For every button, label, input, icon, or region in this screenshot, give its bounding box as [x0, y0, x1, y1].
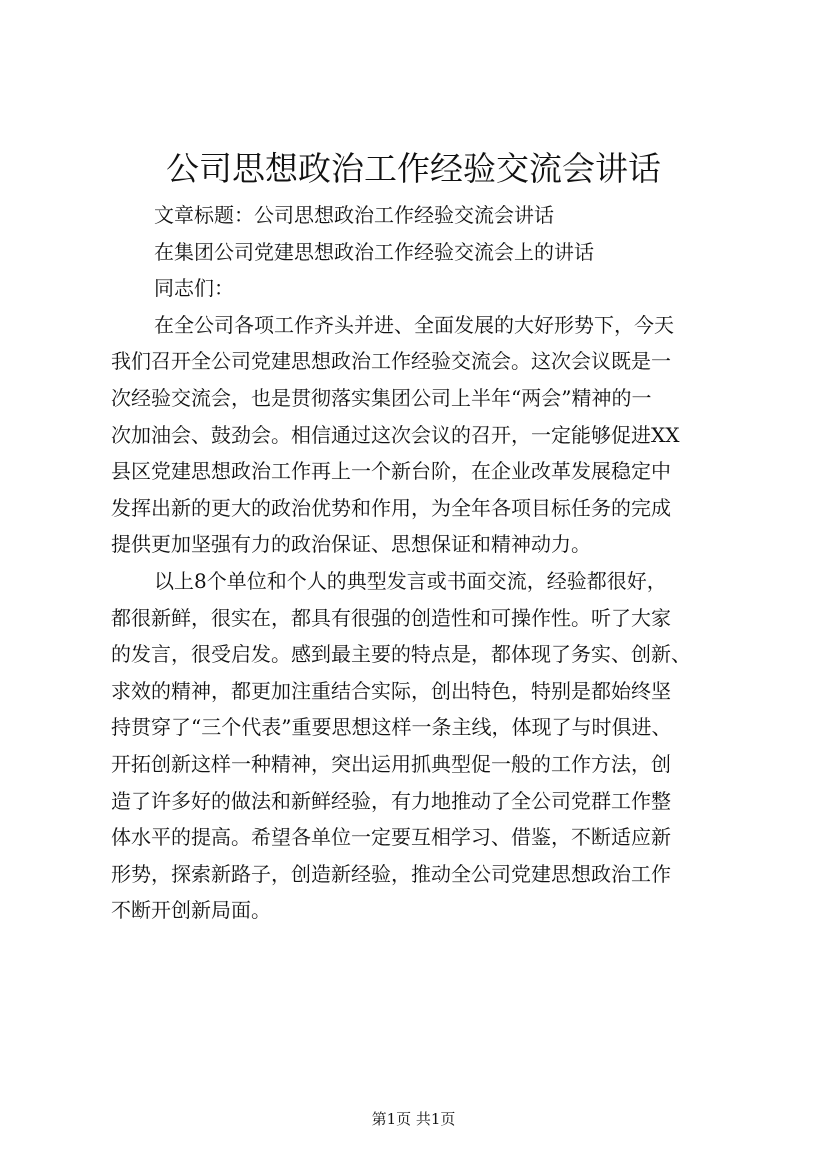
paragraph-1-line: 次经验交流会，也是贯彻落实集团公司上半年“两会”精神的一 [111, 385, 652, 410]
page-number-footer: 第1页 共1页 [371, 1110, 456, 1128]
document-body [111, 197, 726, 929]
paragraph-2-line: 造了许多好的做法和新鲜经验，有力地推动了全公司党群工作整 [111, 788, 671, 813]
paragraph-2-line: 的发言，很受启发。感到最主要的特点是，都体现了务实、创新、 [111, 642, 691, 667]
paragraph-2-line: 以上8个单位和个人的典型发言或书面交流，经验都很好， [154, 568, 667, 593]
paragraph-2-line: 不断开创新局面。 [111, 898, 271, 923]
paragraph-2-line: 开拓创新这样一种精神，突出运用抓典型促一般的工作方法，创 [111, 751, 671, 776]
paragraph-2-line: 体水平的提高。希望各单位一定要互相学习、借鉴，不断适应新 [111, 825, 671, 850]
paragraph-1-line: 县区党建思想政治工作再上一个新台阶，在企业改革发展稳定中 [111, 459, 671, 484]
document-title: 公司思想政治工作经验交流会讲话 [166, 149, 661, 188]
paragraph-1-line: 次加油会、鼓劲会。相信通过这次会议的召开，一定能够促进XX [111, 422, 680, 447]
salutation-line: 同志们： [154, 276, 234, 301]
paragraph-1-line: 发挥出新的更大的政治优势和作用，为全年各项目标任务的完成 [111, 495, 671, 520]
paragraph-2-line: 形势，探索新路子，创造新经验，推动全公司党建思想政治工作 [111, 861, 671, 886]
paragraph-1-line: 在全公司各项工作齐头并进、全面发展的大好形势下，今天 [154, 312, 674, 337]
paragraph-2-line: 持贯穿了“三个代表”重要思想这样一条主线，体现了与时俱进、 [111, 715, 672, 740]
paragraph-2-line: 求效的精神，都更加注重结合实际，创出特色，特别是都始终坚 [111, 678, 671, 703]
paragraph-2-line: 都很新鲜，很实在，都具有很强的创造性和可操作性。听了大家 [111, 605, 671, 630]
article-title-line: 文章标题：公司思想政治工作经验交流会讲话 [154, 203, 554, 227]
paragraph-1-line: 我们召开全公司党建思想政治工作经验交流会。这次会议既是一 [111, 349, 671, 374]
speech-subtitle-line: 在集团公司党建思想政治工作经验交流会上的讲话 [154, 239, 594, 264]
paragraph-1-line: 提供更加坚强有力的政治保证、思想保证和精神动力。 [111, 532, 591, 557]
